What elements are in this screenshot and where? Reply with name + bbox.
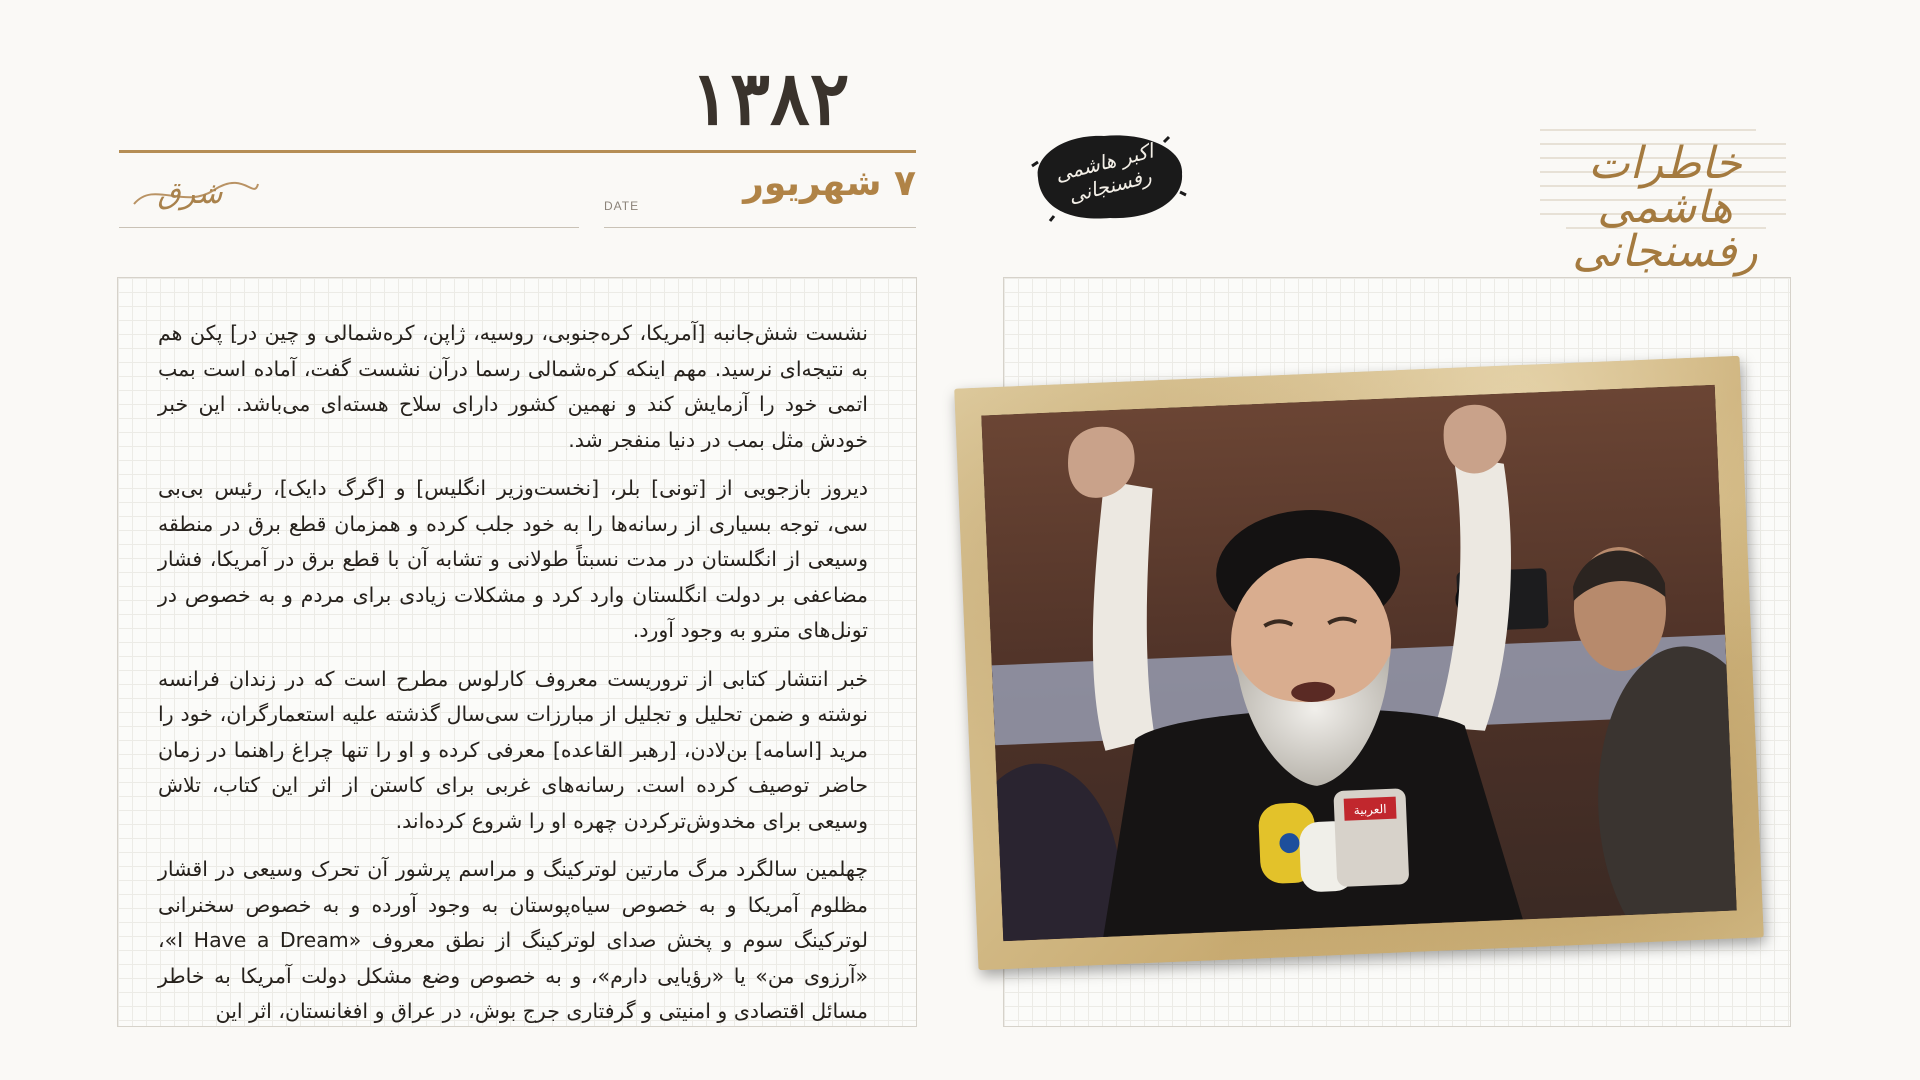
article-paragraph-1: نشست شش‌جانبه [آمریکا، کره‌جنوبی، روسیه، ژاپن، کره‌شمالی و چین در] پکن هم به نتیجه‌ای نرسید. مهم اینکه کره‌شمالی رسما درآن نشست گفت، آماده است بمب اتمی خود را آزمایش کند و نهمین کشور دارای سلاح هسته‌ای می‌باشد. این خبر خودش مثل بمب در دنیا منفجر شد. <box>158 321 868 452</box>
mic-label-alarabiya: العربية <box>1353 801 1387 818</box>
stamp-text: اکبر هاشمی رفسنجانی <box>1052 138 1156 208</box>
article-paragraph-3: خبر انتشار کتابی از تروریست معروف کارلوس مطرح است که در زندان فرانسه نوشته و ضمن تحلیل و تجلیل از مبارزات سی‌سال گذشته علیه استعمارگران، خود را مرید [اسامه] بن‌لادن، [رهبر القاعده] معرفی کرده و او را تنها چراغ راهنما در زمان حاضر توصیف کرده است. رسانه‌های غربی برای کاستن از اثر این کتاب، تلاش وسیعی برای مخدوش‌ترکردن چهره او را شروع کرده‌اند. <box>158 666 868 833</box>
year-heading: ۱۳۸۲ <box>690 56 850 142</box>
article-paragraph-2: دیروز بازجویی از [تونی] بلر، [نخست‌وزیر انگلیس] و [گرگ دایک]، رئیس بی‌بی سی، توجه بسیاری از رسانه‌ها را به خود جلب کرده و همزمان قطع برق در منطقه وسیعی از انگلستان در مدت نسبتاً طولانی و تشابه آن با قطع برق در آمریکا، فشار مضاعفی بر دولت انگلستان وارد کرد و مشکلات زیادی برای مردم و به خصوص در تونل‌های مترو به وجود آورد. <box>158 476 868 642</box>
article-body <box>158 316 868 1043</box>
date-rule-right <box>604 227 916 228</box>
vintage-photo-frame <box>954 356 1764 970</box>
date-label: DATE <box>604 199 640 213</box>
cleric-rally-photo <box>981 385 1736 941</box>
header-divider <box>119 150 916 153</box>
date-value: ۷ شهریور <box>743 163 916 204</box>
date-rule-left <box>119 227 579 228</box>
brand-left-text: شرق <box>157 176 223 211</box>
article-paragraph-4: چهلمین سالگرد مرگ مارتین لوترکینگ و مراسم پرشور آن تحرک وسیعی در اقشار مظلوم آمریکا و به خصوص سیاه‌پوستان به وجود آورده و به خصوص سخنرانی لوترکینگ سوم و پخش صدای لوترکینگ از نطق معروف «I Have a Dream»، «آرزوی من» یا «رؤیایی دارم»، و به خصوص وضع مشکل دولت آمریکا به خاطر مسائل اقتصادی و امنیتی و گرفتاری جرج بوش، در عراق و افغانستان، اثر این <box>158 857 868 1023</box>
memoirs-logo-text: خاطرات هاشمی رفسنجانی <box>1572 138 1758 277</box>
